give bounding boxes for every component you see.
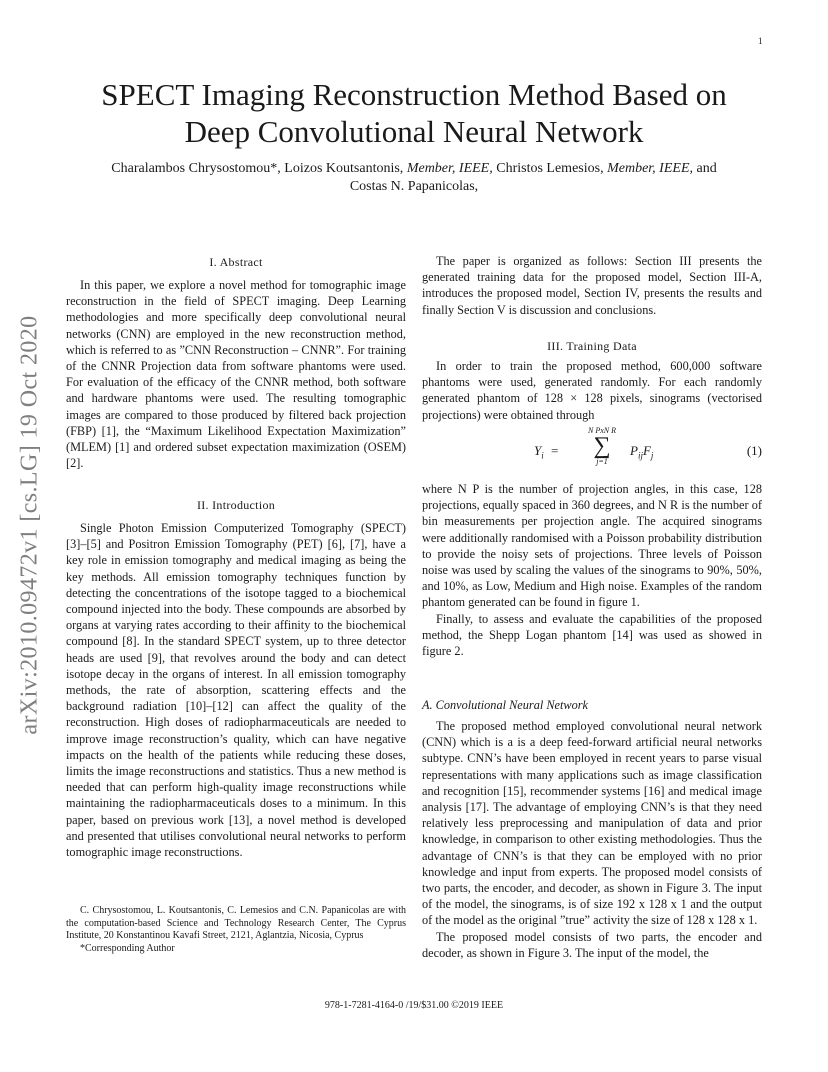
training-paragraph-1: In order to train the proposed method, 600,000 software phantoms were used, generated randomly. For each randomly generated phantom of 128 × 128 pixels, sinograms (vectorised projections) were obtained through <box>422 359 762 422</box>
eq-subscript: i <box>541 450 544 461</box>
eq-subscript: ij <box>637 450 643 461</box>
footnote-block <box>66 905 406 955</box>
title-line-1: SPECT Imaging Reconstruction Method Based on <box>101 77 727 112</box>
abstract-heading: I. Abstract <box>209 255 263 269</box>
author-text: Christos Lemesios, <box>492 161 608 176</box>
training-paragraph-3: Finally, to assess and evaluate the capabilities of the proposed method, the Shepp Logan phantom [14] was used as showed in figure 2. <box>422 611 762 659</box>
corresponding-author-note: *Corresponding Author <box>80 942 175 954</box>
cnn-paragraph-2: The proposed model consists of two parts, the encoder and decoder, as shown in Figure 3. The input of the model, the <box>422 929 762 960</box>
training-paragraph-2: where N P is the number of projection angles, in this case, 128 projections, equally spaced in 360 degrees, and N R is the number of bin measurements per projection angle. The acquired sinograms were additionally randomised with a Poisson probability distribution to provide the noisy sets of projections. Three levels of Poisson noise was used by scaling the values of the sinograms to 90%, 50%, and 10%, as Low, Medium and High noise. Examples of the random phantom generated can be found in figure 1. <box>422 482 762 610</box>
sum-upper-limit: N PxN R <box>588 426 616 435</box>
affiliation-footnote: C. Chrysostomou, L. Koutsantonis, C. Lemesios and C.N. Papanicolas are with the computation-based Science and Technology Research Center, The Cyprus Institute, 20 Konstantinou Kavafi Street, 2121, Aglantzia, Nicosia, Cyprus <box>66 905 406 941</box>
eq-symbol: P <box>630 443 638 458</box>
author-text: Charalambos Chrysostomou*, Loizos Koutsantonis, <box>111 161 407 176</box>
eq-symbol: F <box>642 443 651 458</box>
author-line-2: Costas N. Papanicolas, <box>349 179 479 194</box>
training-heading: III. Training Data <box>547 339 637 353</box>
introduction-paragraph: Single Photon Emission Computerized Tomography (SPECT) [3]–[5] and Positron Emission Tomography (PET) [6], [7], have a key role in emission tomography and medical imaging as being the key methods. All emission tomography techniques function by detecting the concentrations of the isotope tagged to a biochemical compound injected into the body. These compounds are absorbed by organs at varying rates according to their affinity to the biochemical compound [8]. In the standard SPECT system, up to three detector heads are used [9], that revolves around the body and can detect isotope decay in the organs of interest. In all emission tomography methods, the rate of absorption, scattering effects and the background radiation [10]–[12] can affect the quality of the reconstruction. High doses of radiopharmaceuticals are needed to improve image reconstruction’s quality, which can have negative impacts on the health of the patients while reducing these doses, limits the image reconstructions and statistics. Thus a new method is needed that can perform high-quality image reconstructions while maintaining the radiopharmaceuticals doses to a minimum. In this paper, based on previous work [13], a novel method is developed and presented that utilises convolutional neural networks to perform tomographic image reconstructions. <box>66 521 406 860</box>
cnn-paragraph-1: The proposed method employed convolutional neural network (CNN) which is a is a deep feed-forward artificial neural networks subtype. CNN’s have been employed in recent years to parse visual representations with many applications such as image classification and recognition [15], recommender systems [16] and medical image analysis [17]. The advantage of employing CNN’s is that they need relatively less preprocessing and manipulation of data and prior knowledge, in comparison to other existing methodologies. Thus the advantage of CNN’s is that they can be employed with no prior knowledge and input from experts. The proposed model consists of two parts, the encoder, and decoder, as shown in Figure 3. The input of the model, the sinograms, is of size 192 x 128 x 1 and the output of the model as the original ”true” activity the size of 128 x 128 x 1. <box>422 719 762 928</box>
sigma-symbol: ∑ <box>593 433 611 459</box>
eq-symbol: Y <box>534 443 542 458</box>
sum-lower-limit: j=1 <box>596 457 608 466</box>
introduction-body <box>66 520 406 860</box>
page-number: 1 <box>758 36 763 46</box>
abstract-body <box>66 277 406 471</box>
author-text: and <box>693 161 717 176</box>
paper-title <box>60 76 768 150</box>
equation-rhs <box>630 443 653 461</box>
introduction-heading: II. Introduction <box>196 498 276 512</box>
title-line-2: Deep Convolutional Neural Network <box>184 114 644 149</box>
abstract-paragraph: In this paper, we explore a novel method for tomographic image reconstruction in the field of SPECT imaging. Deep Learning methodologies and more specifically deep convolutional neural networks (CNN) are employed in the new reconstruction method, which is referred to as ”CNN Reconstruction – CNNR”. For training of the CNNR Projection data from software phantoms were used. For evaluation of the efficacy of the CNNR method, both software and hardware phantoms were used. The resulting tomographic images are compared to those produced by filtered back projection (FBP) [1], the “Maximum Likelihood Expectation Maximization” (MLEM) [1] and ordered subset expectation maximization (OSEM) [2]. <box>66 278 406 471</box>
arxiv-stamp <box>10 290 50 760</box>
training-body-2 <box>422 481 762 659</box>
equation-1 <box>422 426 762 478</box>
eq-equals: = <box>551 443 559 458</box>
author-line-1 <box>70 160 758 178</box>
cnn-heading: A. Convolutional Neural Network <box>422 698 589 712</box>
summation <box>582 426 622 466</box>
organization-paragraph-block <box>422 253 762 318</box>
organization-paragraph: The paper is organized as follows: Section III presents the generated training data for the proposed model, Section III-A, introduces the proposed model, Section IV, presents the results and finally Section V is discussion and conclusions. <box>422 254 762 317</box>
copyright-line: 978-1-7281-4164-0 /19/$31.00 ©2019 IEEE <box>324 1000 504 1011</box>
equation-number: (1) <box>746 443 762 458</box>
author-list <box>70 160 758 196</box>
eq-subscript: j <box>650 450 654 461</box>
equation-lhs <box>534 443 558 461</box>
training-body <box>422 358 762 423</box>
author-membership: Member, IEEE, <box>406 161 493 176</box>
author-membership: Member, IEEE, <box>607 161 693 176</box>
cnn-body <box>422 718 762 961</box>
arxiv-identifier: arXiv:2010.09472v1 [cs.LG] 19 Oct 2020 <box>16 315 43 735</box>
